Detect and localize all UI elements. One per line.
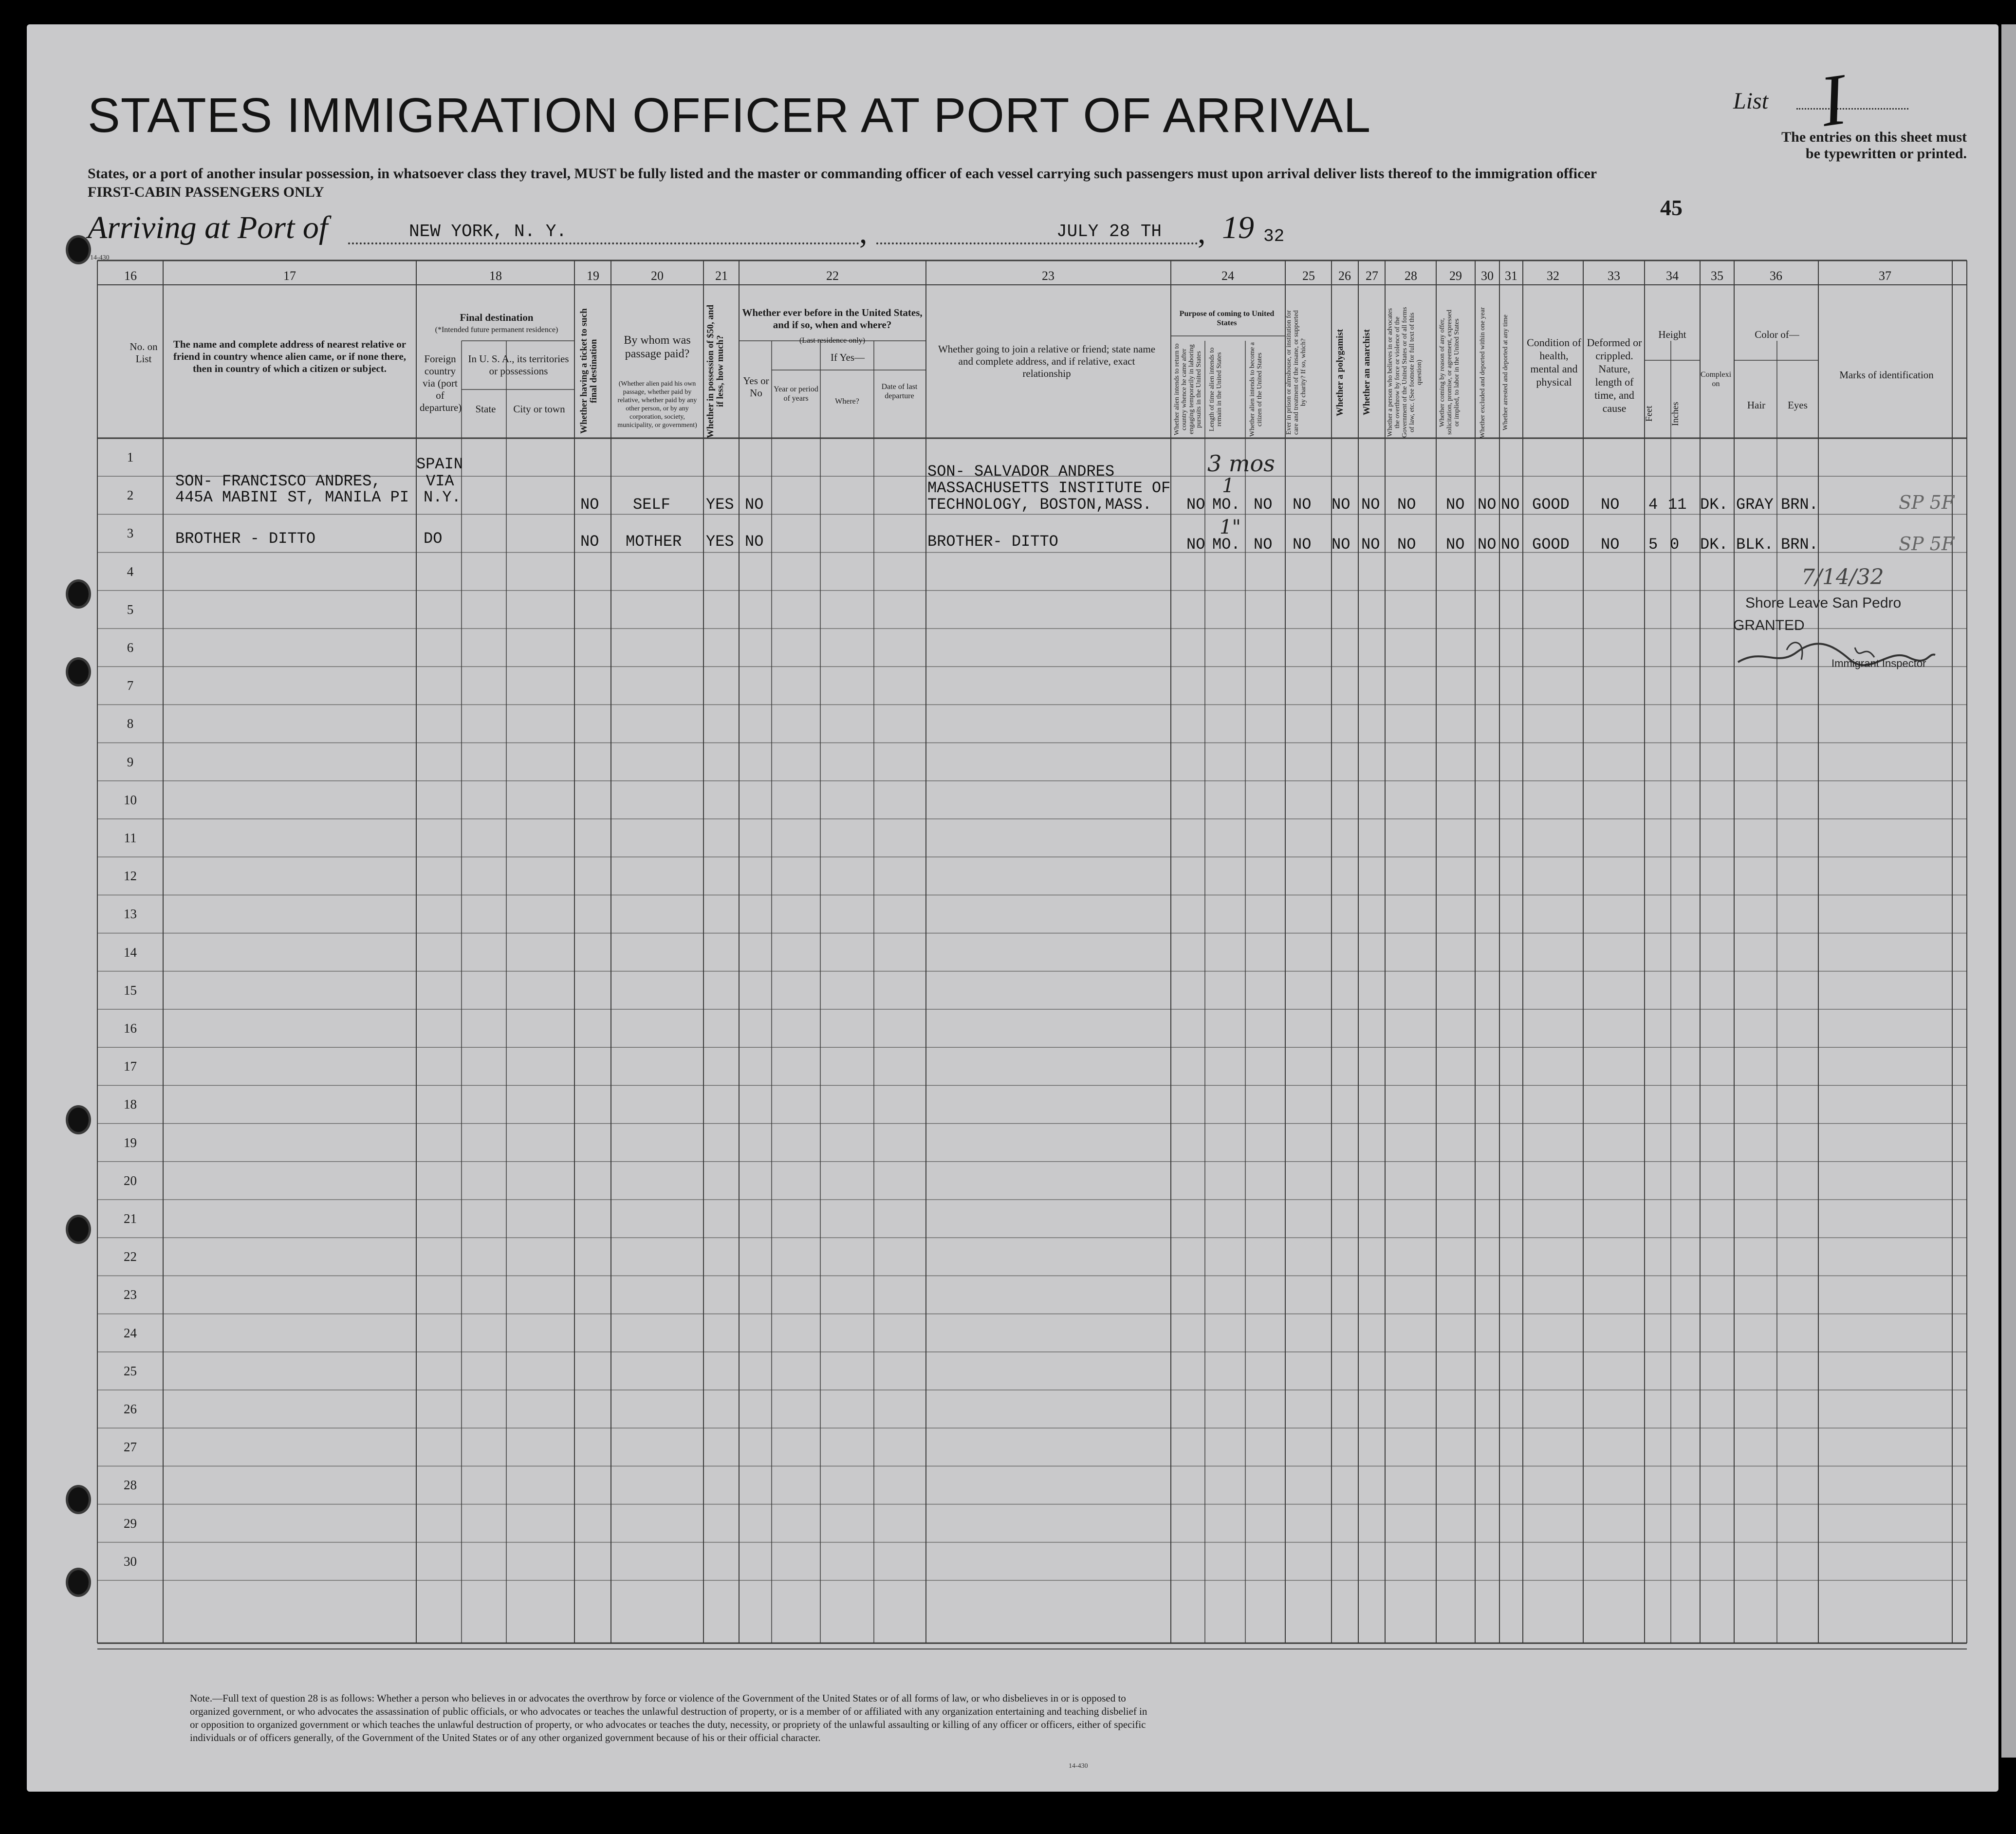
year-prefix: 19 xyxy=(1222,210,1254,245)
row1-anarchist: NO xyxy=(1361,496,1380,514)
header-height: Height xyxy=(1658,329,1686,340)
header-eyes: Eyes xyxy=(1788,399,1808,411)
stay-tick-2: 1" xyxy=(1220,516,1241,538)
list-label: List xyxy=(1733,88,1769,114)
header-state: State xyxy=(475,403,496,415)
entries-note: The entries on this sheet must be typewritten or printed. xyxy=(1781,129,1967,162)
row-number: 19 xyxy=(124,1135,137,1150)
row2-inches: 0 xyxy=(1670,536,1680,554)
column-number: 16 xyxy=(124,269,137,283)
header-q28: Whether a person who believes in or advocates the overthrow by force or violence of the Government of the United States or of all forms of law, etc. (See footnote for full text of this question) xyxy=(1387,307,1423,438)
header-final-destination: Final destination xyxy=(460,312,534,323)
header-nearest-relative: The name and complete address of nearest relative or friend in country whence alien came, or if none there, then in country of which a citizen or subject. xyxy=(173,338,407,374)
header-q30: Whether excluded and deported within one year xyxy=(1479,307,1486,438)
row-number: 13 xyxy=(124,907,137,922)
row1-eyes: BRN. xyxy=(1781,496,1818,514)
cabin-class: FIRST-CABIN PASSENGERS ONLY xyxy=(88,184,324,200)
header-deformed: Deformed or crippled. Nature, length of time, and cause xyxy=(1587,336,1642,414)
column-number: 31 xyxy=(1505,269,1517,283)
row-number: 17 xyxy=(124,1059,137,1074)
column-number: 24 xyxy=(1221,269,1234,283)
header-fifty-dollars: Whether in possession of $50, and if less, how much? xyxy=(705,304,725,438)
row2-complexion: DK. xyxy=(1700,536,1728,554)
row2-feet: 5 xyxy=(1648,536,1658,554)
row1-purpose-a: NO xyxy=(1186,496,1205,514)
header-prison: Ever in prison or almshouse, or institution for care and treatment of the insane, or supported by charity? If so, which? xyxy=(1285,310,1307,435)
row-number: 23 xyxy=(124,1287,137,1302)
row2-q31: NO xyxy=(1501,536,1520,554)
column-number: 34 xyxy=(1666,269,1679,283)
inspector-stamp: Immigrant Inspector xyxy=(1831,657,1926,669)
header-passage-paid: By whom was passage paid? xyxy=(624,334,691,360)
row2-anarchist: NO xyxy=(1361,536,1380,554)
column-number: 17 xyxy=(283,269,296,283)
row-number: 14 xyxy=(124,945,137,960)
row2-paid-by: MOTHER xyxy=(626,533,682,551)
row-number: 9 xyxy=(127,754,134,769)
header-q31: Whether arrested and deported at any time xyxy=(1502,315,1509,430)
header-health: Condition of health, mental and physical xyxy=(1527,336,1581,388)
arriving-label: Arriving at Port of xyxy=(88,210,328,245)
row-number: 21 xyxy=(124,1211,137,1226)
header-purpose-b: Length of time alien intends to remain in the United States xyxy=(1208,347,1223,432)
row2-relative-line1: BROTHER - DITTO xyxy=(175,530,316,548)
header-inches: Inches xyxy=(1670,402,1681,426)
row1-q30: NO xyxy=(1478,496,1497,514)
row1-joining-line3: TECHNOLOGY, BOSTON,MASS. xyxy=(927,496,1152,514)
row2-joining-line1: BROTHER- DITTO xyxy=(927,533,1058,551)
row1-foreign-line3: N.Y. xyxy=(424,488,461,506)
header-purpose: Purpose of coming to United States xyxy=(1179,310,1275,327)
row1-ticket: NO xyxy=(580,496,599,514)
column-number: 36 xyxy=(1770,269,1782,283)
header-where: Where? xyxy=(835,397,859,406)
row-number: 11 xyxy=(124,831,137,845)
row2-polygamist: NO xyxy=(1332,536,1350,554)
row1-purpose-b: MO. xyxy=(1212,496,1240,514)
header-no-on-list: No. on List xyxy=(129,341,158,365)
shore-leave-stamp: Shore Leave San Pedro xyxy=(1745,595,1902,611)
row-number: 3 xyxy=(127,526,134,541)
header-purpose-a: Whether alien intends to return to country whence he came after engaging temporarily in laboring pursuits in the United States xyxy=(1173,343,1202,436)
row-number: 7 xyxy=(127,678,134,693)
header-hair: Hair xyxy=(1747,399,1766,411)
row-number: 22 xyxy=(124,1249,137,1264)
row2-foreign-line1: DO xyxy=(424,530,443,548)
row-number: 4 xyxy=(127,564,134,579)
row2-purpose-c: NO xyxy=(1254,536,1273,554)
row2-eyes: BRN. xyxy=(1781,536,1818,554)
year-suffix: 32 xyxy=(1263,226,1285,246)
row1-polygamist: NO xyxy=(1332,496,1350,514)
date-value: JULY 28 TH xyxy=(1056,222,1162,241)
row-number: 24 xyxy=(124,1325,137,1340)
row-number: 27 xyxy=(124,1440,137,1455)
row2-deformed: NO xyxy=(1601,536,1620,554)
column-number: 37 xyxy=(1879,269,1891,283)
row-number: 15 xyxy=(124,982,137,998)
row2-q30: NO xyxy=(1478,536,1497,554)
row1-health: GOOD xyxy=(1532,496,1570,514)
row1-purpose-c: NO xyxy=(1254,496,1273,514)
row2-purpose-b: MO. xyxy=(1212,536,1240,554)
row1-relative-line2: 445A MABINI ST, MANILA PI xyxy=(175,488,409,506)
column-number: 33 xyxy=(1608,269,1620,283)
column-number: 30 xyxy=(1481,269,1494,283)
column-number: 23 xyxy=(1042,269,1054,283)
row1-fifty: YES xyxy=(706,496,734,514)
header-marks: Marks of identification xyxy=(1839,369,1934,381)
header-anarchist: Whether an anarchist xyxy=(1362,329,1372,416)
marks-row2: SP 5F xyxy=(1899,533,1955,555)
header-joining: Whether going to join a relative or friend; state name and complete address, and if relative, exact relationship xyxy=(938,343,1156,379)
row1-joining-line2: MASSACHUSETTS INSTITUTE OF xyxy=(927,479,1171,497)
row1-ever-before: NO xyxy=(745,496,764,514)
footer-form-number: 14-430 xyxy=(1069,1762,1088,1770)
header-if-yes: If Yes— xyxy=(830,352,865,363)
row2-q29: NO xyxy=(1446,536,1465,554)
row1-feet: 4 xyxy=(1648,496,1658,514)
row1-relative-line1: SON- FRANCISCO ANDRES, xyxy=(175,472,381,490)
row1-joining-line1: SON- SALVADOR ANDRES xyxy=(927,463,1115,481)
row2-purpose-a: NO xyxy=(1186,536,1205,554)
row-number: 20 xyxy=(124,1173,137,1188)
inspector-signature xyxy=(1733,633,1938,677)
row1-deformed: NO xyxy=(1601,496,1620,514)
row2-prison: NO xyxy=(1293,536,1312,554)
column-number: 19 xyxy=(587,269,599,283)
column-number: 21 xyxy=(715,269,728,283)
marks-row1: SP 5F xyxy=(1899,492,1955,513)
column-number: 28 xyxy=(1405,269,1417,283)
form-subtitle: States, or a port of another insular possession, in whatsoever class they travel, MUST be fully listed and the master or commanding officer of each vessel carrying such passengers must upon arrival deliver lists thereof to the immigration officer xyxy=(88,166,1597,182)
header-feet: Feet xyxy=(1644,406,1654,422)
row2-ever-before: NO xyxy=(745,533,764,551)
row1-foreign-line2: VIA xyxy=(426,472,454,490)
stay-annotation: 3 mos xyxy=(1207,450,1275,477)
row1-foreign-line1: SPAIN xyxy=(416,455,463,473)
row2-q28: NO xyxy=(1397,536,1416,554)
row1-hair: GRAY xyxy=(1736,496,1774,514)
header-period: Year or period of years xyxy=(774,385,818,403)
stay-tick-1: 1 xyxy=(1222,475,1235,497)
row-number: 6 xyxy=(127,640,134,655)
row-number: 18 xyxy=(124,1097,137,1112)
row-number: 30 xyxy=(124,1554,137,1569)
row-number: 26 xyxy=(124,1402,137,1416)
row-number: 10 xyxy=(124,792,137,807)
row-number: 12 xyxy=(124,869,137,884)
port-value: NEW YORK, N. Y. xyxy=(409,222,567,241)
row2-hair: BLK. xyxy=(1736,536,1774,554)
column-number: 18 xyxy=(489,269,502,283)
header-polygamist: Whether a polygamist xyxy=(1335,329,1345,416)
header-foreign-country: Foreign country via (port of departure) xyxy=(420,353,462,413)
header-yes-or-no: Yes or No xyxy=(743,375,769,399)
granted-stamp: GRANTED xyxy=(1733,617,1805,633)
column-number: 22 xyxy=(826,269,839,283)
row2-health: GOOD xyxy=(1532,536,1570,554)
column-number: 26 xyxy=(1338,269,1351,283)
column-number: 25 xyxy=(1302,269,1315,283)
comma: , xyxy=(1198,215,1206,250)
header-purpose-c: Whether alien intends to become a citizen of the United States xyxy=(1249,342,1263,437)
row-number: 2 xyxy=(127,488,134,503)
row-number: 29 xyxy=(124,1516,137,1531)
row1-complexion: DK. xyxy=(1700,496,1728,514)
header-ticket: Whether having a ticket to such final destination xyxy=(579,308,599,434)
column-number: 32 xyxy=(1547,269,1559,283)
row1-q28: NO xyxy=(1397,496,1416,514)
form-number: 14-430 xyxy=(90,254,110,261)
row2-ticket: NO xyxy=(580,533,599,551)
row1-q29: NO xyxy=(1446,496,1465,514)
header-complexion: Complexion xyxy=(1700,371,1732,388)
footnote: Note.—Full text of question 28 is as follows: Whether a person who believes in or advocates the overthrow by force or violence of the Government of the United States or of all forms of law, or who disbelieves in or is opposed to organized government, or who advocates the assassination of public officials, or who advocates or teaches the unlawful destruction of property, or is a member of or affiliated with any organization entertaining and teaching disbelief in or opposition to organized government or which teaches the unlawful destruction of property, or who advocates or teaches the duty, necessity, or propriety of the unlawful assaulting or killing of any officer or officers, either of specific individuals or of officers generally, of the Government of the United States or of any other organized government because of his or their official character. xyxy=(190,1692,1147,1743)
row-number: 5 xyxy=(127,602,134,617)
column-number: 35 xyxy=(1711,269,1723,283)
form-title: STATES IMMIGRATION OFFICER AT PORT OF ARRIVAL xyxy=(88,88,1371,143)
column-number: 29 xyxy=(1449,269,1462,283)
header-in-usa: In U. S. A., its territories or possessions xyxy=(468,353,569,377)
stamp-date: 7/14/32 xyxy=(1801,565,1884,590)
comma: , xyxy=(859,215,868,250)
sheet-number: 45 xyxy=(1660,195,1683,220)
header-final-destination-note: (*Intended future permanent residence) xyxy=(435,326,558,334)
row-number: 16 xyxy=(124,1021,137,1036)
row1-paid-by: SELF xyxy=(633,496,670,514)
row1-prison: NO xyxy=(1293,496,1312,514)
row-number: 25 xyxy=(124,1363,137,1378)
header-city: City or town xyxy=(513,403,565,415)
row-number: 8 xyxy=(127,716,134,731)
header-q29: Whether coming by reason of any offer, solicitation, promise, or agreement, expressed or implied, to labor in the United States xyxy=(1439,310,1461,435)
column-number: 27 xyxy=(1366,269,1378,283)
header-date-departure: Date of last departure xyxy=(881,383,918,400)
row1-inches: 11 xyxy=(1668,496,1687,514)
column-number: 20 xyxy=(651,269,664,283)
row-number: 1 xyxy=(127,450,134,464)
row2-fifty: YES xyxy=(706,533,734,551)
row1-q31: NO xyxy=(1501,496,1520,514)
header-ever-before: Whether ever before in the United States, and if so, when and where? xyxy=(742,307,923,331)
header-ever-before-note: (Last residence only) xyxy=(799,336,866,345)
header-passage-paid-note: (Whether alien paid his own passage, whether paid by relative, whether paid by any other person, or by any corporation, society, municipality, or government) xyxy=(617,380,697,429)
header-color-of: Color of— xyxy=(1755,329,1799,340)
row-number: 28 xyxy=(124,1478,137,1493)
list-mark: I xyxy=(1815,58,1851,142)
